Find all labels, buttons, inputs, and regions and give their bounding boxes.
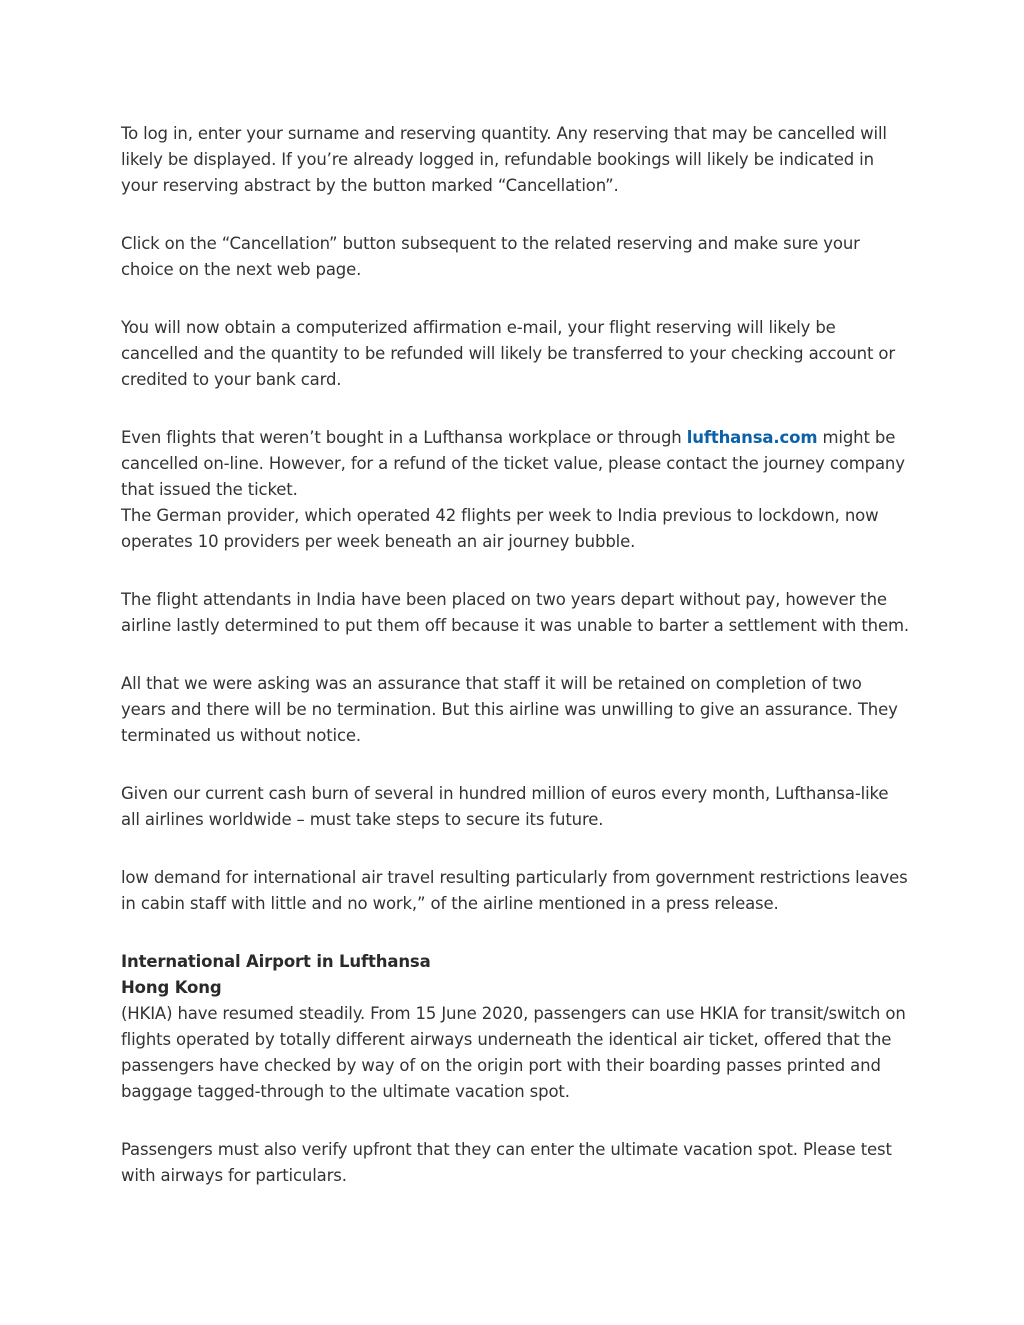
paragraph-flight-attendants: The flight attendants in India have been placed on two years depart without pay, however the airline lastly determined to put them off because it was unable to barter a settlement with them. [121,590,909,635]
heading-international-airport: International Airport in Lufthansa [121,952,431,971]
paragraph-low-demand: low demand for international air travel resulting particularly from government restrictions leaves in cabin staff with little and no work,” of the airline mentioned in a press release. [121,868,908,913]
paragraph-hkia: (HKIA) have resumed steadily. From 15 June 2020, passengers can use HKIA for transit/switch on flights operated by totally different airways underneath the identical air ticket, offered that the passengers have checked by way of on the origin port with their boarding passes printed and baggage tagged-through to the ultimate vacation spot. [121,1004,906,1101]
paragraph-german-provider: The German provider, which operated 42 flights per week to India previous to lockdown, now operates 10 providers per week beneath an air journey bubble. [121,506,879,551]
paragraph-other-flights-text-start: Even flights that weren’t bought in a Lufthansa workplace or through [121,428,687,447]
document-body [121,121,911,1189]
paragraph-confirmation-email: You will now obtain a computerized affirmation e-mail, your flight reserving will likely be cancelled and the quantity to be refunded will likely be transferred to your checking account or credited to your bank card. [121,318,895,389]
paragraph-other-flights [121,425,911,503]
paragraph-other-flights-text-end: might be cancelled on-line. However, for a refund of the ticket value, please contact the journey company that issued the ticket. [121,428,905,499]
heading-hong-kong: Hong Kong [121,978,222,997]
paragraph-login-instructions: To log in, enter your surname and reserving quantity. Any reserving that may be cancelled will likely be displayed. If you’re already logged in, refundable bookings will likely be indicated in your reserving abstract by the button marked “Cancellation”. [121,124,887,195]
lufthansa-com-link[interactable]: lufthansa.com [686,428,818,447]
paragraph-verify-upfront: Passengers must also verify upfront that they can enter the ultimate vacation spot. Please test with airways for particulars. [121,1140,892,1185]
paragraph-assurance: All that we were asking was an assurance that staff it will be retained on completion of two years and there will be no termination. But this airline was unwilling to give an assurance. They terminated us without notice. [121,674,898,745]
paragraph-cash-burn: Given our current cash burn of several in hundred million of euros every month, Lufthansa-like all airlines worldwide – must take steps to secure its future. [121,784,889,829]
paragraph-cancellation-button: Click on the “Cancellation” button subsequent to the related reserving and make sure your choice on the next web page. [121,234,860,279]
